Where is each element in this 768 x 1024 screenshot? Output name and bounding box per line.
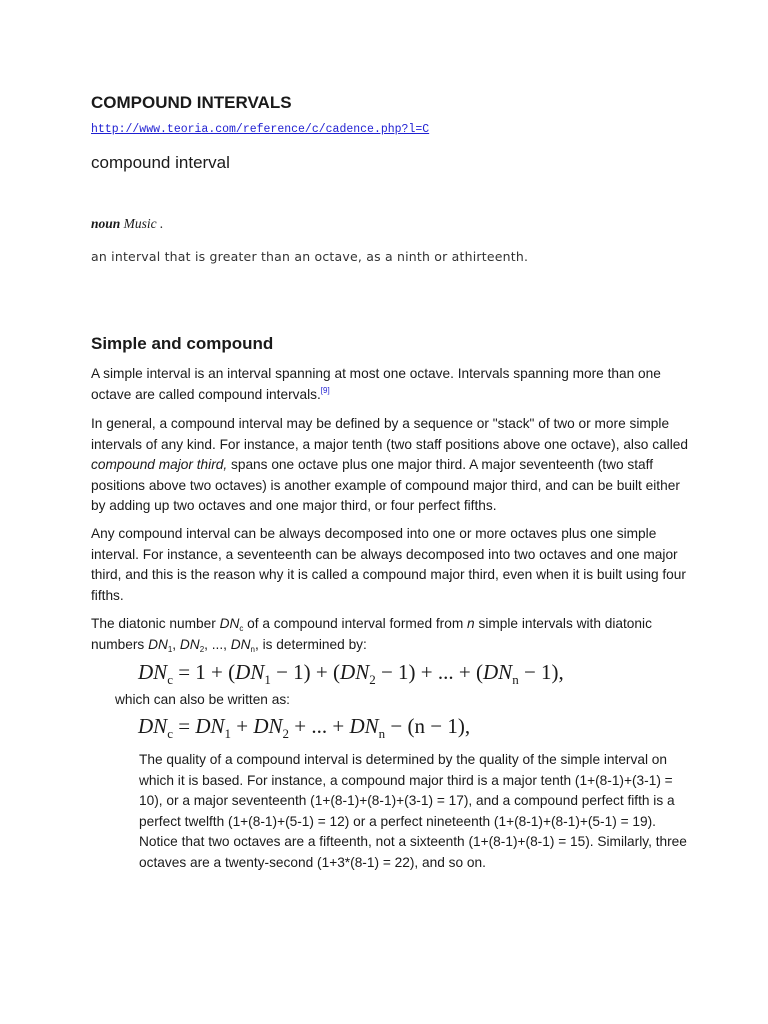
variable-dn: DN [219,616,240,631]
formula-diatonic-sum [138,660,564,685]
paragraph-general [91,414,691,517]
formula-variable: DN [340,660,370,684]
formula-variable: DN [235,660,265,684]
formula-text: − 1), [518,660,564,684]
paragraph-decomposition: Any compound interval can be always decomposed into one or more octaves plus one simple interval. For instance, a seventeenth can be always decomposed into two octaves and one major third, and this is the reason why it is called a compound major third, even when it is built using four fifths. [91,526,686,603]
formula-subscript: 1 [224,726,231,741]
formula-variable: DN [138,714,168,738]
separator: , [172,636,180,652]
section-heading: Simple and compound [91,334,274,353]
paragraph-diatonic-number [91,614,691,655]
variable-dn: DN [230,636,251,652]
paragraph-quality: The quality of a compound interval is determined by the quality of the simple interval on which it is based. For instance, a compound major third is a major tenth (1+(8-1)+(3-1) = 10), or a major seventeenth (1+(8-1)+(8-1)+(3-1) = 17), and a compound perfect fifth is a perfect twelfth (1+(8-1)+(5-1) = 12) or a perfect nineteenth (1+(8-1)+(8-1)+(5-1) = 19). Notice that two octaves are a fifteenth, not a sixteenth (1+(8-1)+(8-1) = 15). Similarly, three octaves are a twenty-second (1+3*(8-1) = 22), and so on. [139,752,687,870]
formula-subscript: c [167,672,173,687]
formula-text: − 1) + ... + ( [375,660,483,684]
part-of-speech-line [91,216,163,232]
footnote-link[interactable]: [9] [320,385,330,395]
formula-subscript: n [512,672,519,687]
variable-dn: DN [148,636,168,652]
paragraph-text: of a compound interval formed from [243,616,468,631]
variable-n: n [467,616,475,631]
emphasis-text: compound major third, [91,457,228,472]
definition-text: an interval that is greater than an octave, as a ninth or athirteenth. [91,249,529,264]
formula-variable: DN [195,714,225,738]
formula-text: = [172,714,196,738]
paragraph-text: In general, a compound interval may be defined by a sequence or "stack" of two or more simple intervals of any kind. For instance, a major tenth (two staff positions above one octave), also called [91,416,688,452]
separator: , ..., [204,636,231,652]
formula-diatonic-alt [138,714,470,739]
part-of-speech: noun [91,216,121,231]
formula-variable: DN [349,714,379,738]
paragraph-text: The diatonic number [91,616,220,631]
formula-variable: DN [138,660,168,684]
formula-text: + ... + [289,714,350,738]
term-heading: compound interval [91,153,230,172]
paragraph-text: A simple interval is an interval spanning at most one octave. Intervals spanning more than one octave are called compound intervals. [91,366,661,402]
subscript: c [239,624,244,633]
formula-text: − (n − 1), [385,714,471,738]
formula-variable: DN [253,714,283,738]
source-link[interactable]: http://www.teoria.com/reference/c/cadence.php?l=C [91,123,430,136]
formula-subscript: 1 [264,672,271,687]
subscript: 2 [199,644,205,654]
formula-text: + [231,714,254,738]
usage-label: Music . [123,216,164,231]
document-title: COMPOUND INTERVALS [91,93,292,112]
subscript: 1 [167,644,173,654]
formula-subscript: c [167,726,173,741]
paragraph-text: simple intervals with diatonic numbers [91,616,652,652]
formula-subscript: n [378,726,386,741]
formula-variable: DN [483,660,513,684]
paragraph-simple-interval [91,364,691,405]
formula-text: = 1 + ( [172,660,236,684]
formula-text: − 1) + ( [270,660,341,684]
formula-intro-text: which can also be written as: [115,692,290,707]
paragraph-text: spans one octave plus one major third. A major seventeenth (two staff positions above two octaves) is another example of compound major third, and can be built either by adding up two octaves and one major third, or four perfect fifths. [91,457,680,513]
formula-subscript: 2 [369,672,376,687]
subscript: n [250,644,255,654]
paragraph-text: , is determined by: [255,636,367,652]
variable-dn: DN [179,636,200,652]
formula-subscript: 2 [282,726,290,741]
